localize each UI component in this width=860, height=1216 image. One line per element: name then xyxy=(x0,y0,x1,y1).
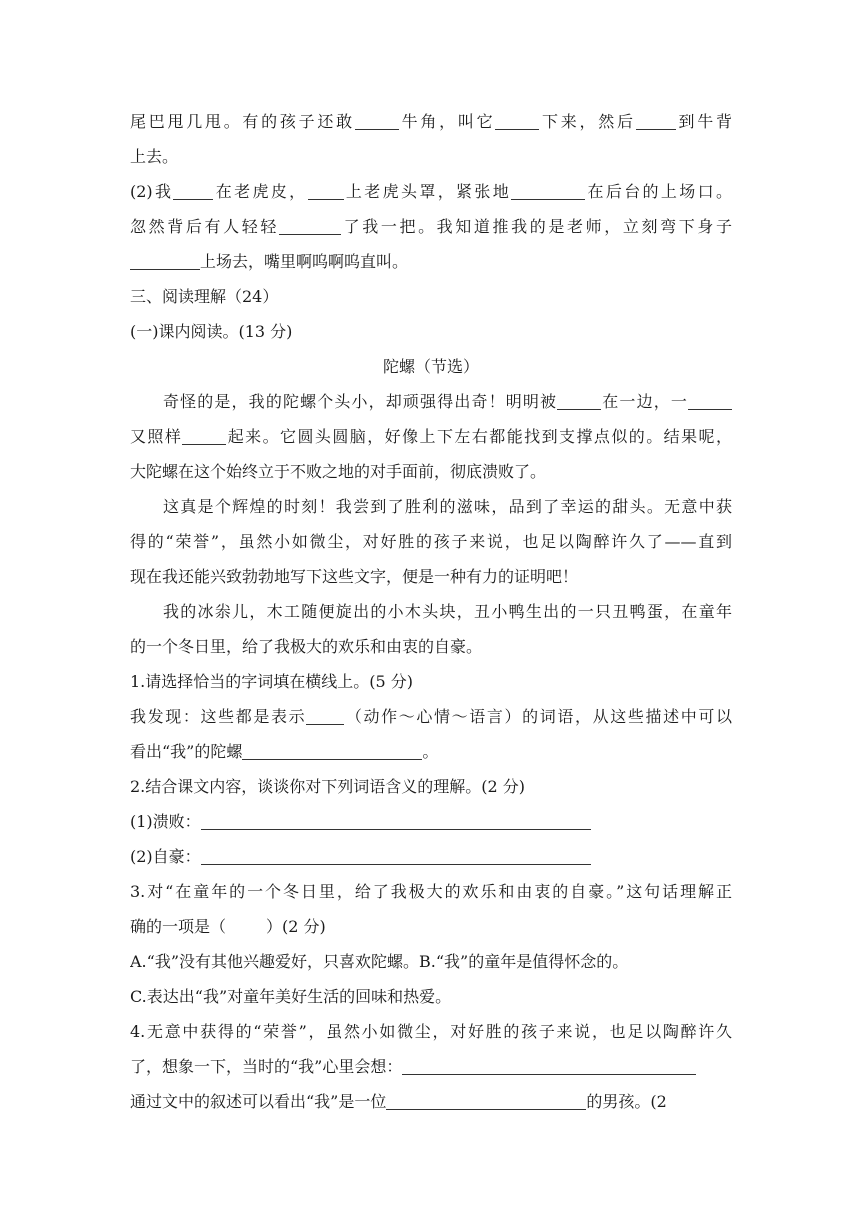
section-heading: 三、阅读理解（24） xyxy=(130,287,279,306)
fill-blank[interactable] xyxy=(173,181,213,200)
text: 又照样 xyxy=(130,427,183,446)
question-4-line-1: 4.无意中获得的“荣誉”，虽然小如微尘，对好胜的孩子来说，也足以陶醉许久 xyxy=(130,1022,732,1041)
passage-paragraph-2-line-2: 得的“荣誉”，虽然小如微尘，对好胜的孩子来说，也足以陶醉许久了——直到 xyxy=(130,532,732,551)
fill-blank[interactable] xyxy=(182,426,226,445)
question-3-line-2 xyxy=(130,909,732,944)
text: 。 xyxy=(422,742,439,761)
text: （动作～心情～语言）的词语，从这些描述中可以 xyxy=(344,707,732,726)
text: ）(2 分) xyxy=(266,917,326,936)
text: 奇怪的是，我的陀螺个头小，却顽强得出奇！明明被 xyxy=(163,392,558,411)
fill-blank[interactable] xyxy=(495,111,539,130)
answer-line[interactable] xyxy=(402,1056,696,1075)
question-2-line-3 xyxy=(130,244,732,279)
question-3-options-ab: A.“我”没有其他兴趣爱好，只喜欢陀螺。B.“我”的童年是值得怀念的。 xyxy=(130,952,629,971)
text: 起来。它圆头圆脑，好像上下左右都能找到支撑点似的。结果呢， xyxy=(226,427,732,446)
passage-paragraph-1-line-3: 大陀螺在这个始终立于不败之地的对手面前，彻底溃败了。 xyxy=(130,462,547,481)
fill-blank[interactable] xyxy=(306,706,344,725)
text: 在一边，一 xyxy=(601,392,688,411)
text: 在老虎皮， xyxy=(213,182,308,201)
text: 到牛背 xyxy=(675,112,732,131)
passage-paragraph-3-line-1: 我的冰尜儿，木工随便旋出的小木头块，丑小鸭生出的一只丑鸭蛋，在童年 xyxy=(163,602,732,621)
text: 确的一项是（ xyxy=(130,917,227,936)
text: 上老虎头罩，紧张地 xyxy=(343,182,512,201)
question-4-line-2 xyxy=(130,1049,732,1084)
passage-continuation-line-2 xyxy=(130,139,732,174)
text: 看出“我”的陀螺 xyxy=(130,742,243,761)
question-2-line-1 xyxy=(130,174,732,209)
fill-blank[interactable] xyxy=(355,111,399,130)
passage-paragraph-2-line-3: 现在我还能兴致勃勃地写下这些文字，便是一种有力的证明吧！ xyxy=(130,567,579,586)
fill-blank[interactable] xyxy=(308,181,344,200)
question-4-line-3 xyxy=(130,1084,732,1119)
question-2-item-2 xyxy=(130,839,732,874)
text: 通过文中的叙述可以看出“我”是一位 xyxy=(130,1092,387,1111)
question-1-line-2 xyxy=(130,734,732,769)
text: 我发现：这些都是表示 xyxy=(130,707,307,726)
text: 上场去，嘴里啊呜啊呜直叫。 xyxy=(200,252,409,271)
part-heading: (一)课内阅读。(13 分) xyxy=(130,322,293,341)
text: (2)我 xyxy=(130,182,174,201)
question-2-line-2 xyxy=(130,209,732,244)
text: 牛角，叫它 xyxy=(398,112,496,131)
text: (2)自豪： xyxy=(130,847,201,866)
text: 尾巴甩几甩。有的孩子还敢 xyxy=(130,112,355,131)
passage-continuation-line-1 xyxy=(130,104,732,139)
text: 上去。 xyxy=(130,147,179,166)
fill-blank[interactable] xyxy=(130,251,200,270)
fill-blank[interactable] xyxy=(242,741,422,760)
text: 在后台的上场口。 xyxy=(585,182,732,201)
fill-blank[interactable] xyxy=(688,391,732,410)
question-3-line-1: 3.对“在童年的一个冬日里，给了我极大的欢乐和由衷的自豪。”这句话理解正 xyxy=(130,882,732,901)
passage-paragraph-1-line-2 xyxy=(130,419,732,454)
question-2-item-1 xyxy=(130,804,732,839)
fill-blank[interactable] xyxy=(557,391,601,410)
passage-paragraph-3-line-2: 的一个冬日里，给了我极大的欢乐和由衷的自豪。 xyxy=(130,637,483,656)
fill-blank[interactable] xyxy=(636,111,676,130)
fill-blank[interactable] xyxy=(511,181,585,200)
fill-blank[interactable] xyxy=(386,1091,586,1110)
text: 忽然背后有人轻轻 xyxy=(130,217,279,236)
passage-title: 陀螺（节选） xyxy=(382,357,479,376)
question-1-line-1 xyxy=(130,699,732,734)
fill-blank[interactable] xyxy=(279,216,341,235)
text: (1)溃败： xyxy=(130,812,201,831)
question-1-prompt: 1.请选择恰当的字词填在横线上。(5 分) xyxy=(130,672,414,691)
text: 了，想象一下，当时的“我”心里会想： xyxy=(130,1057,403,1076)
text: 了我一把。我知道推我的是老师，立刻弯下身子 xyxy=(340,217,732,236)
passage-paragraph-1-line-1 xyxy=(130,384,732,419)
text: 的男孩。(2 xyxy=(586,1092,667,1111)
text: 下来，然后 xyxy=(539,112,636,131)
worksheet-page xyxy=(130,104,732,1119)
passage-paragraph-2-line-1: 这真是个辉煌的时刻！我尝到了胜利的滋味，品到了幸运的甜头。无意中获 xyxy=(163,497,732,516)
answer-line[interactable] xyxy=(201,811,591,830)
question-3-option-c: C.表达出“我”对童年美好生活的回味和热爱。 xyxy=(130,987,452,1006)
question-2-prompt: 2.结合课文内容，谈谈你对下列词语含义的理解。(2 分) xyxy=(130,777,526,796)
answer-line[interactable] xyxy=(201,846,591,865)
